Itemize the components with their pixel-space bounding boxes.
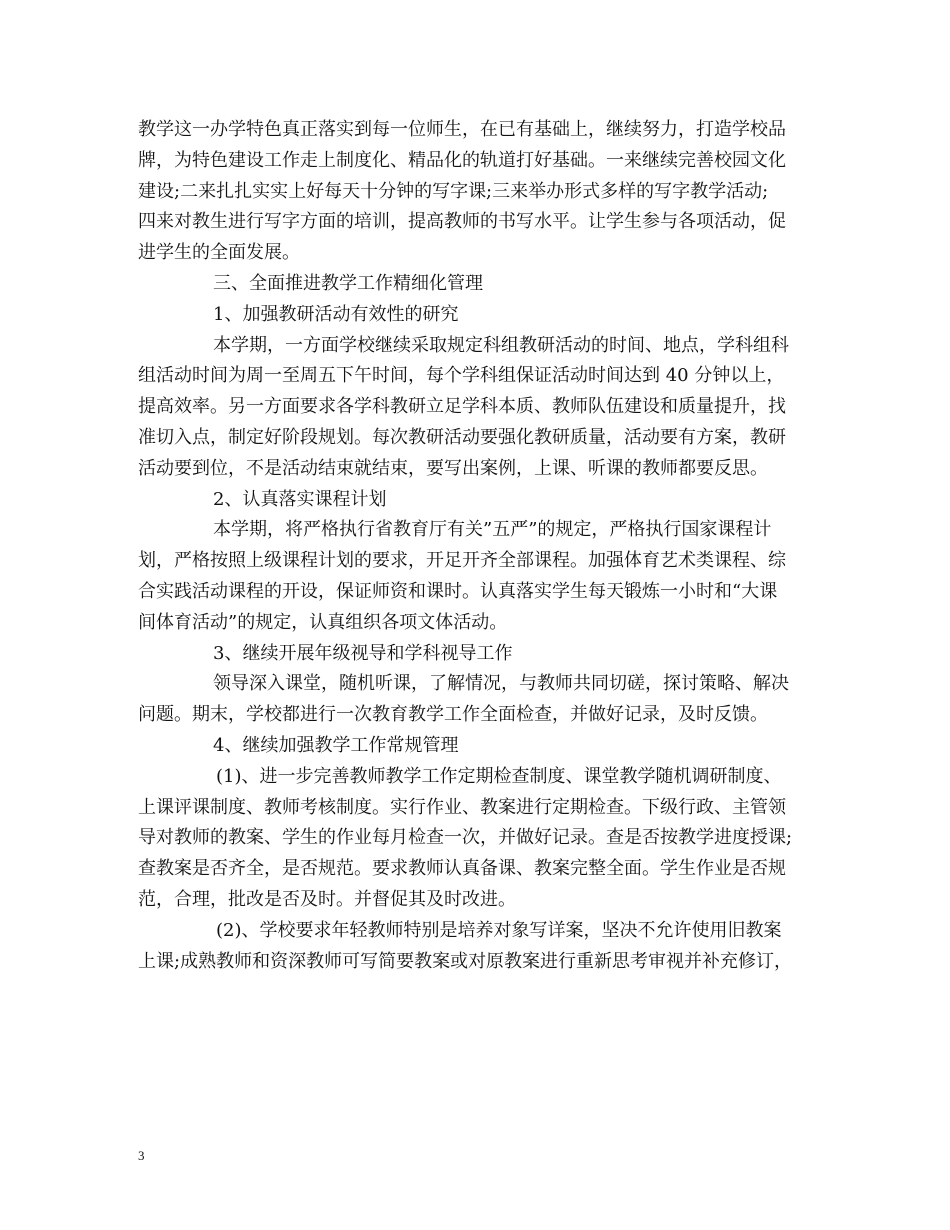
text-line: 上课;成熟教师和资深教师可写简要教案或对原教案进行重新思考审视并补充修订， (138, 950, 793, 972)
body-text (138, 115, 818, 977)
subsection-heading: 1、加强教研活动有效性的研究 (213, 303, 459, 325)
text-line: 上课评课制度、教师考核制度。实行作业、教案进行定期检查。下级行政、主管领 (138, 796, 786, 818)
text-line: 本学期，一方面学校继续采取规定科组教研活动的时间、地点，学科组科 (213, 334, 789, 356)
text-line: 牌，为特色建设工作走上制度化、精品化的轨道打好基础。一来继续完善校园文化 (138, 149, 786, 171)
text-line: 建设;二来扎扎实实上好每天十分钟的写字课;三来举办形式多样的写字教学活动; (138, 180, 769, 202)
page-number: 3 (138, 1148, 145, 1163)
text-line: 问题。期末，学校都进行一次教育教学工作全面检查，并做好记录，及时反馈。 (138, 704, 768, 726)
text-line: 间体育活动”的规定，认真组织各项文体活动。 (138, 611, 508, 633)
text-line: 查教案是否齐全，是否规范。要求教师认真备课、教案完整全面。学生作业是否规 (138, 858, 786, 880)
text-line: 提高效率。另一方面要求各学科教研立足学科本质、教师队伍建设和质量提升，找 (138, 396, 786, 418)
text-line: 组活动时间为周一至周五下午时间，每个学科组保证活动时间达到 40 分钟以上， (138, 365, 785, 387)
text-line: (2)、学校要求年轻教师特别是培养对象写详案，坚决不允许使用旧教案 (216, 919, 782, 941)
subsection-heading: 4、继续加强教学工作常规管理 (213, 734, 459, 756)
subsection-heading: 2、认真落实课程计划 (213, 488, 387, 510)
text-line: 划，严格按照上级课程计划的要求，开足开齐全部课程。加强体育艺术类课程、综 (138, 550, 786, 572)
text-line: 本学期，将严格执行省教育厅有关”五严”的规定，严格执行国家课程计 (213, 519, 772, 541)
text-line: 活动要到位，不是活动结束就结束，要写出案例，上课、听课的教师都要反思。 (138, 457, 768, 479)
text-line: (1)、进一步完善教师教学工作定期检查制度、课堂教学随机调研制度、 (216, 765, 782, 787)
text-line: 进学生的全面发展。 (138, 242, 300, 264)
text-line: 准切入点，制定好阶段规划。每次教研活动要强化教研质量，活动要有方案，教研 (138, 426, 786, 448)
text-line: 合实践活动课程的开设，保证师资和课时。认真落实学生每天锻炼一小时和“大课 (138, 580, 778, 602)
text-line: 领导深入课堂，随机听课，了解情况，与教师共同切磋，探讨策略、解决 (213, 673, 789, 695)
text-line: 教学这一办学特色真正落实到每一位师生，在已有基础上，继续努力，打造学校品 (138, 119, 786, 140)
text-line: 四来对教生进行写字方面的培训，提高教师的书写水平。让学生参与各项活动，促 (138, 211, 786, 233)
section-heading: 三、全面推进教学工作精细化管理 (213, 272, 483, 294)
subsection-heading: 3、继续开展年级视导和学科视导工作 (213, 642, 513, 664)
text-line: 范，合理，批改是否及时。并督促其及时改进。 (138, 888, 516, 910)
text-line: 导对教师的教案、学生的作业每月检查一次，并做好记录。查是否按教学进度授课; (138, 827, 793, 849)
